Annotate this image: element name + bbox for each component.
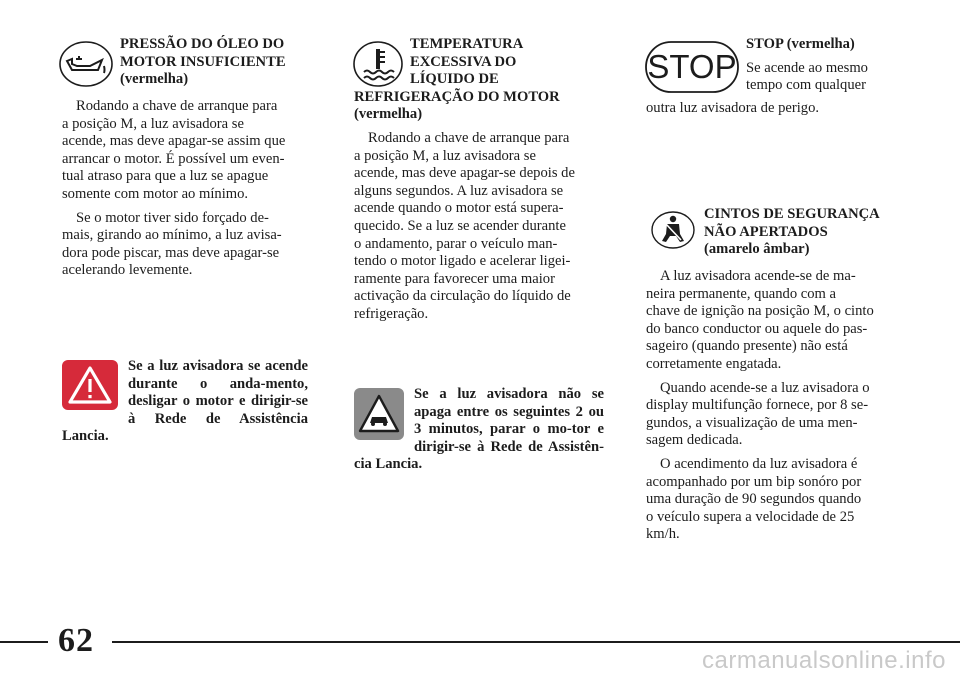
oil-heading-color: (vermelha)	[120, 71, 189, 88]
warning-triangle-vehicle-icon	[354, 388, 404, 440]
belt-p1-line: corretamente engatada.	[646, 355, 782, 372]
coolant-p1-line: alguns segundos. A luz avisadora se	[354, 182, 564, 199]
coolant-p1-line: Rodando a chave de arranque para	[368, 129, 570, 146]
stop-p-line: tempo com qualquer	[746, 77, 866, 94]
warning-box-coolant	[354, 386, 604, 474]
belt-p2-line: gundos, a visualização de uma men-	[646, 414, 858, 431]
coolant-p1-line: acende, mas deve apagar-se depois de	[354, 165, 575, 182]
belt-p1-line: do banco conductor ou aquele do pas-	[646, 320, 868, 337]
oil-heading-line: MOTOR INSUFICIENTE	[120, 53, 286, 70]
stop-section	[746, 36, 896, 95]
warning-text-oil: Se a luz avisadora se acende durante o anda-mento, desligar o motor e dirigir-se à Rede de Assistência Lancia.	[62, 358, 308, 445]
belt-p2-line: sagem dedicada.	[646, 432, 743, 449]
belt-heading-line: NÃO APERTADOS	[704, 223, 828, 240]
warning-text-coolant: Se a luz avisadora não se apaga entre os seguintes 2 ou 3 minutos, parar o mo-tor e dirigir-se à Rede de Assistên-cia Lancia.	[354, 386, 604, 473]
oil-p1-line: acende, mas deve apagar-se assim que	[62, 133, 286, 150]
warning-triangle-icon	[62, 360, 118, 410]
belt-p3-line: km/h.	[646, 526, 680, 543]
page-number: 62	[58, 622, 94, 659]
footer-rule-left	[0, 641, 48, 643]
watermark: carmanualsonline.info	[702, 647, 946, 674]
oil-p2-line: acelerando levemente.	[62, 262, 193, 279]
belt-p3-line: uma duração de 90 segundos quando	[646, 491, 862, 508]
oil-paragraphs	[62, 98, 306, 280]
belt-p2-line: display multifunção fornece, por 8 se-	[646, 397, 869, 414]
seat-belt-section	[704, 206, 896, 259]
coolant-p1-line: a posição M, a luz avisadora se	[354, 147, 536, 164]
coolant-p1-line: o andamento, parar o veículo man-	[354, 235, 558, 252]
oil-p2-line: Se o motor tiver sido forçado de-	[76, 209, 269, 226]
stop-section-tail	[646, 100, 896, 118]
warning-box-oil	[62, 358, 308, 446]
stop-p-line: Se acende ao mesmo	[746, 59, 868, 76]
oil-p1-line: Rodando a chave de arranque para	[76, 98, 278, 114]
oil-pressure-section	[120, 36, 306, 89]
belt-p3-line: O acendimento da luz avisadora é	[660, 455, 858, 472]
oil-p1-line: tual atraso para que a luz se apague	[62, 168, 269, 185]
coolant-p1-line: activação da circulação do líquido de	[354, 288, 571, 305]
coolant-p1-line: tendo o motor ligado e acelerar ligei-	[354, 253, 571, 270]
belt-p2-line: Quando acende-se a luz avisadora o	[660, 379, 870, 396]
coolant-heading-line: TEMPERATURA	[410, 36, 524, 52]
belt-p1-line: neira permanente, quando com a	[646, 285, 837, 302]
coolant-heading-color: (vermelha)	[354, 106, 423, 123]
coolant-p1-line: refrigeração.	[354, 305, 429, 322]
coolant-heading-line: LÍQUIDO DE	[410, 71, 499, 88]
coolant-p1-line: ramente para favorecer uma maior	[354, 270, 555, 287]
coolant-heading-line: EXCESSIVA DO	[410, 53, 517, 70]
coolant-p1-line: acende quando o motor está supera-	[354, 200, 564, 217]
belt-p3-line: o veículo supera a velocidade de 25	[646, 508, 855, 525]
belt-heading-color: (amarelo âmbar)	[704, 241, 810, 258]
belt-p1-line: sageiro (quando presente) não está	[646, 338, 848, 355]
belt-heading-line: CINTOS DE SEGURANÇA	[704, 206, 880, 222]
stop-p-line: outra luz avisadora de perigo.	[646, 100, 820, 116]
belt-p3-line: acompanhado por um bip sonóro por	[646, 473, 862, 490]
coolant-p1-line: quecido. Se a luz se acender durante	[354, 217, 566, 234]
oil-p2-line: dora pode piscar, mas deve apagar-se	[62, 244, 280, 261]
oil-pressure-icon	[58, 40, 114, 88]
seat-belt-paragraphs	[646, 268, 896, 544]
stop-heading: STOP (vermelha)	[746, 36, 855, 52]
stop-icon-label: STOP	[647, 48, 737, 85]
footer-rule	[112, 641, 960, 643]
belt-p1-line: A luz avisadora acende-se de ma-	[660, 268, 856, 284]
coolant-heading-line: REFRIGERAÇÃO DO MOTOR	[354, 88, 560, 105]
oil-p1-line: somente com motor ao mínimo.	[62, 185, 249, 202]
oil-p1-line: a posição M, a luz avisadora se	[62, 115, 244, 132]
oil-p1-line: arrancar o motor. É possível um even-	[62, 150, 285, 167]
belt-p1-line: chave de ignição na posição M, o cinto	[646, 303, 874, 320]
seat-belt-icon	[650, 210, 696, 250]
oil-p2-line: mais, girando ao mínimo, a luz avisa-	[62, 227, 282, 244]
oil-heading-line: PRESSÃO DO ÓLEO DO	[120, 36, 285, 52]
coolant-section	[354, 36, 604, 324]
